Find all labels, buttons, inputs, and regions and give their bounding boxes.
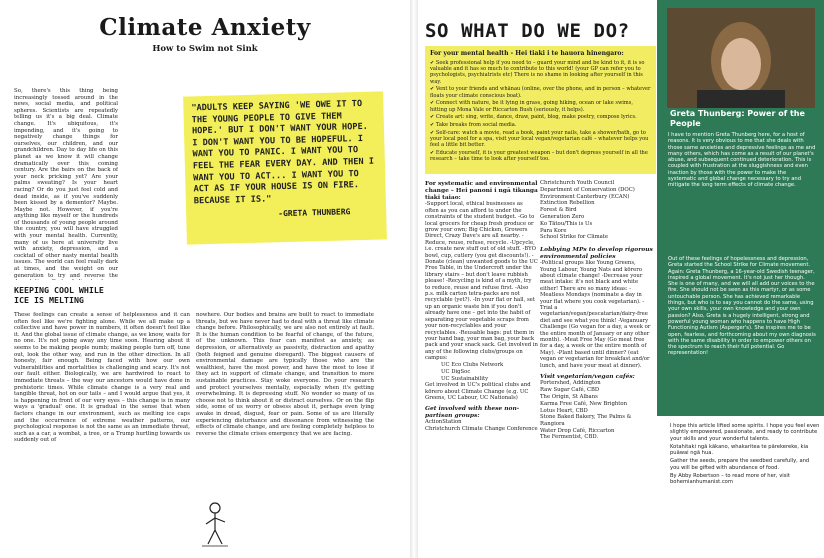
body-column-2: nowhere. Our bodies and brains are built to react to immediate threats, but we have never had to deal with a threat like climate change before. Philosophically, we are also not entirely at fault. It is the human condition to be fearful of change, of the future, of the unknown. This fear can manifest as anxiety, as depression, or alternatively as passivity, distraction and apathy (both feigned and genuine disregard). The biggest causers of environmental damage are typically those who are the wealthiest, have the most power, and have the most to lose if they act in support of climate change, and transition to more sustainable practices. Stay woke everyone. Do your research and protect yourselves mentally, especially when it's getting overwhelming. It is depressing stuff. No wonder so many of us choose not to think about it or distract ourselves. Or on the flip side, some of us worry or obsess about it, perhaps even lying awake in dread, disgust, fear or pain. Some of us are literally experiencing disturbance and dissonance from witnessing the effects of climate change, and are feeling completely helpless to reverse the climate crises emergency that we are facing.: [196, 312, 374, 437]
campus-after-text: Get involved in UC's political clubs and kōrero about Climate Change (e.g. UC Greens, UC Labour, UC Nationals): [425, 382, 531, 402]
closing-notes: [670, 423, 820, 488]
list-item: Environment Canterbury (ECAN): [540, 193, 630, 200]
list-item: UC Eco Clubs Network: [441, 361, 504, 368]
list-item: UC DigSoc: [441, 368, 471, 375]
sidebar-text-1: I have to mention Greta Thunberg here, for a host of reasons. It is very obvious to me that she deals with those same anxieties and depressive feelings as me and many others, which has come as a result of our planet's abuse, and subsequent continued deterioration. This is coupled with frustration at the sluggishness and even inaction by those with the power to make the systematic and global change necessary to try and mitigate the long term effects of climate change.: [668, 132, 816, 189]
so-what-heading: SO WHAT DO WE DO?: [425, 20, 630, 42]
lobbying-column: [540, 180, 653, 552]
list-item: Portershed, Addington: [540, 380, 601, 387]
list-item: Lotus Heart, CBD: [540, 407, 588, 414]
sidebar-caption: Greta Thunberg: Power of the People: [670, 109, 805, 128]
list-item: Forest & Bird: [540, 207, 577, 214]
article-title: Climate Anxiety: [99, 14, 311, 41]
list-item: ✔ Self-care: watch a movie, read a book, paint your nails, take a shower/bath, go to your local pool for a spa, visit your local vegan/vegetarian café – whatever helps you feel a little bit better.: [430, 130, 651, 149]
section-subhead: KEEPING COOL WHILE ICE IS MELTING: [14, 285, 104, 305]
systematic-text: -Support local, ethical businesses as often as you can afford to under the constraints of the student budget. -Go to local grocers for cheap fresh produce or grow your own; Big Chicken, Growers Direct, Crazy Dave's are all nearby. -Reduce, reuse, refuse, recycle. -Upcycle, i.e. create new stuff out of old stuff. -BYO bowl, cup, cutlery (you get discounts!). -Donate (clean) unwanted goods to the UC Free Table, in the Undercroft under the library stairs – but don't leave rubbish please! -Recycling is kind of a myth, try to reduce, reuse and refuse first. -Also p.s. milk carton tetra-packs are not recyclable (yet?). -In your flat or hall, set up an organic waste bin if you don't already have one – get into the habit of separating your vegetable scraps from your non-recyclables and your recyclables. -Reusable bags: put them in your hand bag, your man bag, your back pack and your snack sack. Get involved in any of the following clubs/groups on campus:: [425, 201, 538, 362]
intro-paragraph: So, there's this thing being increasingly tossed around in the news, social media, and political spheres. Scientists are repeatedly telling us it's a big deal. Climate change. It's ubiquitous, it's impending, and it's going to negatively change things for ourselves, our children, and our grandchildren. Day to day life on this planet as we know it will change dramatically over this coming century. Are the bairs on the back of your neck pricking yet? Are your palms sweating? Is your heart racing? Or do you just feel cold and dead inside, as if you've suddenly been kissed by a dementor? Maybe. Maybe not. However, if you're anything like myself or the hundreds of thousands of young people around the country, you will have struggled with your mental health. Currently, many of us here at university live with anxiety, depression, and a cocktail of other nasty mental health issues. The world can feel really dark at times, and the weight on our generation to try and reverse the: [14, 88, 118, 279]
mental-health-panel: [425, 46, 656, 174]
body-column-1: These feelings can create a sense of helplessness and it can often feel like we're fighting alone. While we all make up a collective and have power in numbers, it often doesn't feel like it. And the global issue of climate change, as we know, waits for no one. It's not going away any time soon. Hearing about it seems to be making people numb; making people turn off, tune out, look the other way, and run in the other direction. In all honesty, fair enough. Being faced with how our own vulnerabilities and mortalities is challenging and scary. It's not our fault either. Biologically, we are hardwired to react to immediate threats – the way our ancestors would have done in prehistoric times. While climate change is a very real and tangible threat, hot on our tails – and I would argue that yes, it is happening in front of our very eyes – this change is in many ways a 'gradual' one. It is gradual in the sense that when factors change in our environment, such as melting ice caps and the occurrence of extreme weather patterns, our psychological response is not the same as an immediate threat, such as a car, a wombat, a tree, or a Trump hurtling towards us suddenly out of: [14, 312, 190, 444]
systematic-change-column: [425, 180, 538, 552]
list-item: The Fermentist, CBD.: [540, 434, 599, 441]
note-paragraph: Gather the seeds, prepare the seedbed carefully, and you will be gifted with abundance of food.: [670, 458, 810, 471]
list-item: The Origin, St Albans: [540, 394, 598, 401]
greta-photo: [667, 8, 815, 108]
list-item: Department of Conservation (DOC): [540, 186, 635, 193]
article-subtitle: How to Swim not Sink: [152, 44, 258, 54]
list-item: ActionStation: [425, 418, 462, 425]
stick-figure-icon: [198, 500, 232, 548]
cafes-heading: Visit vegetarian/vegan cafés:: [540, 373, 635, 381]
list-item: ✔ Vent to your friends and whānau (online, over the phone, and in person – whatever floats your climate conscious boat).: [430, 86, 651, 98]
quote-attribution: -GRETA THUNBERG: [278, 207, 351, 219]
list-item: School Strike for Climate: [540, 234, 609, 241]
systematic-heading: For systematic and environmental change – Hei panoni i ngā tikanga tiaki taiao:: [425, 180, 538, 201]
list-item: Para Kore: [540, 227, 567, 234]
lobbying-text: -Political groups like Young Greens, Young Labour, Young Nats and kōrero about climate change! -Decrease your meat intake: it's not black and white either! There are so many ideas: -Meatless Mondays (nominate a day in your flat where you cook vegetarian). -Trial a vegetarian/vegan/pescatarian/dairy-free diet and see what you think! -Veganuary Challenge (Go vegan for a day, a week or the entire month of January or any other month). -Meat Free May (Go meat free for a day, a week or the entire month of May). -Plant based until dinner? (eat vegan or vegetarian for breakfast and/or lunch, and have your meat at dinner).: [540, 260, 651, 369]
lobbying-heading: Lobbying MPs to develop rigorous environmental policies: [540, 245, 653, 260]
mental-health-heading: For your mental health - Hei tiaki i te hauora hinengaro:: [430, 50, 624, 57]
note-paragraph: I hope this article lifted some spirits. I hope you feel even slightly empowered, passionate, and ready to contribute your skills and your wonderful talents.: [670, 423, 820, 442]
sidebar-text-2: Out of these feelings of hopelessness and depression, Greta started the School Strike for Climate movement. Again: Greta Thunberg, a 16-year-old Swedish teenager, inspired a global movement. It's not just her though. She is one of many, and we will all add our voices to the fire. She should not be seen as this martyr, or as some untouchable person. She has achieved remarkable things, but who is to say you cannot do the same, using your own skills, your own knowledge and your own passion? Also, Greta is a hugely intelligent, strong and powerful young woman who happens to have High Functioning Autism (Asperger's). She inspires me to be open, fearless, and forthcoming about my own diagnosis with the same disability in order to empower others on the spectrum to reach their full potential. Go representation!: [668, 256, 816, 357]
portrait-icon: [667, 8, 815, 108]
list-item: Water Drop Café, Riccarton: [540, 427, 615, 434]
list-item: ✔ Educate yourself, it is your greatest weapon – but don't depress yourself in all the research – take time to look after yourself too.: [430, 150, 651, 162]
list-item: ✔ Take breaks from social media.: [430, 122, 651, 128]
list-item: Extinction Rebellion: [540, 200, 595, 207]
list-item: Stone Baked Bakery, The Palms & Rangiora: [540, 414, 632, 427]
byline: By Abby Robertson – to read more of her, visit bohemianhumanist.com: [670, 473, 790, 486]
quote-sticky-note: [183, 91, 387, 244]
list-item: ✔ Create art: sing, write, dance, draw, paint, blog, make poetry, compose lyrics.: [430, 114, 651, 120]
list-item: Ko Tātou/This is Us: [540, 220, 593, 227]
list-item: Karma Free Café, New Brighton: [540, 400, 627, 407]
list-item: UC Sustainability: [441, 375, 489, 382]
nonpartisan-heading: Get involved with these non-partisan groups:: [425, 404, 520, 419]
list-item: Generation Zero: [540, 213, 585, 220]
page-gutter: [410, 0, 418, 558]
list-item: ✔ Seek professional help if you need to – guard your mind and be kind to it, it is so valuable and it has so much to contribute to this world! (your GP can refer you to psychologists, psychiatrists etc) There is no shame in looking after yourself in this way.: [430, 60, 651, 85]
note-paragraph: Kotahitaki ngā kākano, whakaritea te pārekereke, kia puāwai ngā hua.: [670, 443, 809, 457]
list-item: Raw Sugar Café, CBD: [540, 387, 600, 394]
list-item: ✔ Connect with nature, be it lying in grass, going hiking, ocean or lake swims, hitting up Mona Vale or Riccarton Bush (seriously, it helps).: [430, 100, 651, 112]
greta-quote: "ADULTS KEEP SAYING 'WE OWE IT TO THE YOUNG PEOPLE TO GIVE THEM HOPE.' BUT I DON'T WANT YOUR HOPE. I DON'T WANT YOU TO BE HOPEFUL. I WANT YOU TO PANIC. I WANT YOU TO FEEL THE FEAR EVERY DAY. AND THEN I WANT YOU TO ACT... I WANT YOU TO ACT AS IF YOUR HOUSE IS ON FIRE. BECAUSE IT IS.": [191, 98, 375, 207]
list-item: Christchurch Climate Change Conference: [425, 425, 538, 432]
list-item: Christchurch Youth Council: [540, 180, 615, 186]
